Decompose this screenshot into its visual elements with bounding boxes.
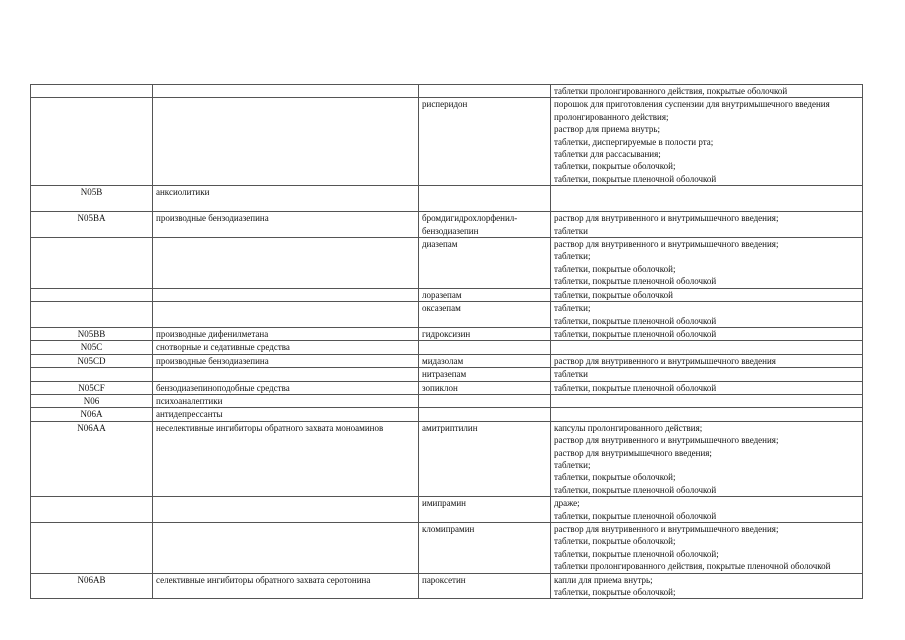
dosage-forms-cell [551,368,863,381]
atc-code-cell: N05CD [31,354,153,367]
drug-table [30,84,863,599]
drug-name-cell: оксазепам [419,302,551,328]
drug-name-cell: гидроксизин [419,327,551,340]
dosage-forms-cell [551,327,863,340]
dosage-form-line: раствор для приема внутрь; [554,124,661,135]
dosage-form-line: таблетки, покрытые оболочкой; [554,587,676,598]
group-name-cell [153,523,419,574]
group-name-cell [153,238,419,289]
atc-code-cell: N05BB [31,327,153,340]
table-row [31,354,863,367]
atc-code-cell [31,288,153,301]
dosage-form-line: таблетки, покрытые пленочной оболочкой [554,328,717,339]
atc-code-cell: N06A [31,408,153,421]
table-row [31,288,863,301]
atc-code-cell: N05B [31,186,153,212]
table-row [31,302,863,328]
dosage-form-line: таблетки для рассасывания; [554,149,661,160]
dosage-form-line: таблетки; [554,459,591,470]
group-name-cell [153,497,419,523]
atc-code-cell [31,368,153,381]
dosage-form-line: раствор для внутривенного и внутримышечного введения; [554,213,779,224]
dosage-forms-cell [551,238,863,289]
table-row [31,497,863,523]
table-row [31,573,863,599]
group-name-cell: антидепрессанты [153,408,419,421]
dosage-form-line: капли для приема внутрь; [554,574,653,585]
dosage-forms-cell [551,288,863,301]
atc-code-cell [31,497,153,523]
dosage-form-line: таблетки, покрытые пленочной оболочкой [554,276,717,287]
drug-name-cell: имипрамин [419,497,551,523]
dosage-form-line: таблетки, покрытые пленочной оболочкой [554,484,717,495]
atc-code-cell: N05C [31,341,153,354]
drug-name-cell [419,341,551,354]
dosage-form-line: таблетки [554,369,589,380]
drug-name-cell: диазепам [419,238,551,289]
dosage-form-line: таблетки, покрытые пленочной оболочкой [554,315,717,326]
dosage-forms-cell [551,408,863,421]
group-name-cell: производные бензодиазепина [153,212,419,238]
dosage-forms-cell [551,85,863,98]
drug-name-cell: бромдигидрохлорфенил-бензодиазепин [419,212,551,238]
dosage-forms-cell [551,186,863,212]
table-row [31,238,863,289]
group-name-cell [153,98,419,186]
group-name-cell [153,368,419,381]
dosage-form-line: раствор для внутривенного и внутримышечного введения; [554,524,779,534]
dosage-forms-cell [551,302,863,328]
atc-code-cell [31,238,153,289]
table-row [31,408,863,421]
group-name-cell: селективные ингибиторы обратного захвата серотонина [153,573,419,599]
dosage-form-line: таблетки, покрытые пленочной оболочкой; [554,548,719,559]
drug-name-cell: зопиклон [419,381,551,394]
dosage-form-line: таблетки пролонгированного действия, покрытые пленочной оболочкой [554,561,831,572]
drug-name-cell [419,394,551,407]
table-row [31,394,863,407]
drug-name-cell [419,186,551,212]
dosage-form-line: таблетки; [554,303,591,314]
atc-code-cell: N06AA [31,421,153,496]
drug-name-cell: нитразепам [419,368,551,381]
drug-name-cell: рисперидон [419,98,551,186]
dosage-form-line: таблетки, покрытые пленочной оболочкой [554,173,717,184]
dosage-forms-cell [551,497,863,523]
group-name-cell [153,302,419,328]
dosage-form-line: таблетки, покрытые пленочной оболочкой [554,510,717,521]
dosage-form-line: раствор для внутривенного и внутримышечного введения [554,355,776,366]
group-name-cell: психоаналептики [153,394,419,407]
atc-code-cell [31,98,153,186]
group-name-cell: производные бензодиазепина [153,354,419,367]
atc-code-cell: N06 [31,394,153,407]
dosage-form-line: таблетки, покрытые оболочкой; [554,472,676,483]
dosage-forms-cell [551,523,863,574]
dosage-form-line: таблетки, покрытые пленочной оболочкой [554,382,717,393]
dosage-form-line: капсулы пролонгированного действия; [554,422,703,433]
table-row [31,186,863,212]
table-row [31,98,863,186]
dosage-form-line: таблетки, покрытые оболочкой; [554,263,676,274]
dosage-form-line: таблетки пролонгированного действия, покрытые оболочкой [554,86,788,96]
dosage-form-line: таблетки; [554,251,591,262]
dosage-forms-cell [551,341,863,354]
table-row [31,523,863,574]
dosage-forms-cell [551,354,863,367]
atc-code-cell [31,85,153,98]
group-name-cell: неселективные ингибиторы обратного захвата моноаминов [153,421,419,496]
drug-name-cell: пароксетин [419,573,551,599]
table-row [31,85,863,98]
dosage-form-line: таблетки [554,225,589,236]
group-name-cell: анксиолитики [153,186,419,212]
dosage-form-line: раствор для внутримышечного введения; [554,447,712,458]
dosage-forms-cell [551,381,863,394]
atc-code-cell [31,302,153,328]
dosage-forms-cell [551,394,863,407]
dosage-form-line: таблетки, диспергируемые в полости рта; [554,136,714,147]
table-row [31,212,863,238]
drug-name-cell: амитриптилин [419,421,551,496]
atc-code-cell: N06AB [31,573,153,599]
drug-name-cell: лоразепам [419,288,551,301]
dosage-form-line: порошок для приготовления суспензии для внутримышечного введения пролонгированного действия; [554,99,830,122]
drug-name-cell: кломипрамин [419,523,551,574]
dosage-forms-cell [551,573,863,599]
dosage-form-line: драже; [554,498,580,509]
drug-name-cell [419,85,551,98]
atc-code-cell: N05CF [31,381,153,394]
group-name-cell: снотворные и седативные средства [153,341,419,354]
dosage-form-line: таблетки, покрытые оболочкой [554,289,673,300]
dosage-form-line: раствор для внутривенного и внутримышечного введения; [554,435,779,446]
table-row [31,327,863,340]
drug-name-cell [419,408,551,421]
drug-name-cell: мидазолам [419,354,551,367]
dosage-form-line: раствор для внутривенного и внутримышечного введения; [554,239,779,250]
group-name-cell [153,288,419,301]
dosage-forms-cell [551,212,863,238]
table-row [31,381,863,394]
atc-code-cell [31,523,153,574]
dosage-form-line: таблетки, покрытые оболочкой; [554,161,676,172]
dosage-forms-cell [551,421,863,496]
dosage-form-line: таблетки, покрытые оболочкой; [554,536,676,547]
dosage-forms-cell [551,98,863,186]
group-name-cell [153,85,419,98]
group-name-cell: производные дифенилметана [153,327,419,340]
table-body [31,85,863,599]
table-row [31,368,863,381]
atc-code-cell: N05BA [31,212,153,238]
table-row [31,421,863,496]
table-row [31,341,863,354]
group-name-cell: бензодиазепиноподобные средства [153,381,419,394]
